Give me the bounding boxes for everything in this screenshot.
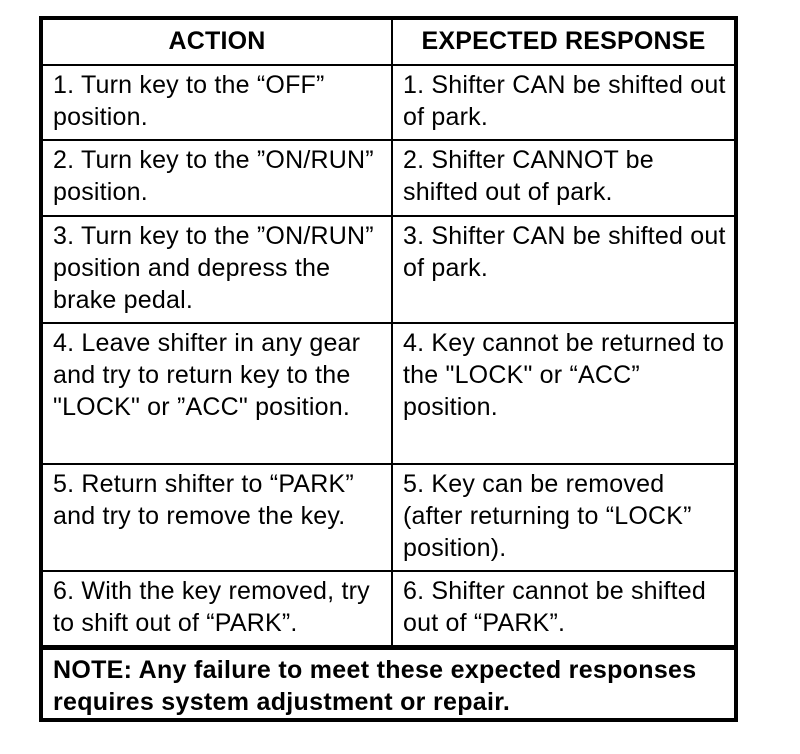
table-header-row	[43, 20, 734, 65]
table-row	[43, 571, 734, 646]
header-action: ACTION	[43, 20, 392, 65]
response-cell: 2. Shifter CANNOT be shifted out of park.	[392, 140, 734, 216]
action-cell: 1. Turn key to the “OFF” position.	[43, 65, 392, 140]
procedure-table-frame	[39, 16, 738, 722]
table-row	[43, 323, 734, 464]
table-row	[43, 464, 734, 571]
action-cell: 2. Turn key to the ”ON/RUN” position.	[43, 140, 392, 216]
header-expected-response: EXPECTED RESPONSE	[392, 20, 734, 65]
table-row	[43, 216, 734, 323]
response-cell: 3. Shifter CAN be shifted out of park.	[392, 216, 734, 323]
table-row	[43, 65, 734, 140]
action-response-table	[43, 20, 734, 647]
action-cell: 3. Turn key to the ”ON/RUN” position and depress the brake pedal.	[43, 216, 392, 323]
table-row	[43, 140, 734, 216]
response-cell: 1. Shifter CAN be shifted out of park.	[392, 65, 734, 140]
action-cell: 5. Return shifter to “PARK” and try to remove the key.	[43, 464, 392, 571]
action-cell: 6. With the key removed, try to shift out of “PARK”.	[43, 571, 392, 646]
response-cell: 6. Shifter cannot be shifted out of “PARK”.	[392, 571, 734, 646]
action-cell: 4. Leave shifter in any gear and try to return key to the "LOCK" or ”ACC" position.	[43, 323, 392, 464]
response-cell: 4. Key cannot be returned to the "LOCK" or “ACC” position.	[392, 323, 734, 464]
note-text: NOTE: Any failure to meet these expected responses requires system adjustment or repair.	[43, 647, 734, 718]
response-cell: 5. Key can be removed (after returning to “LOCK” position).	[392, 464, 734, 571]
